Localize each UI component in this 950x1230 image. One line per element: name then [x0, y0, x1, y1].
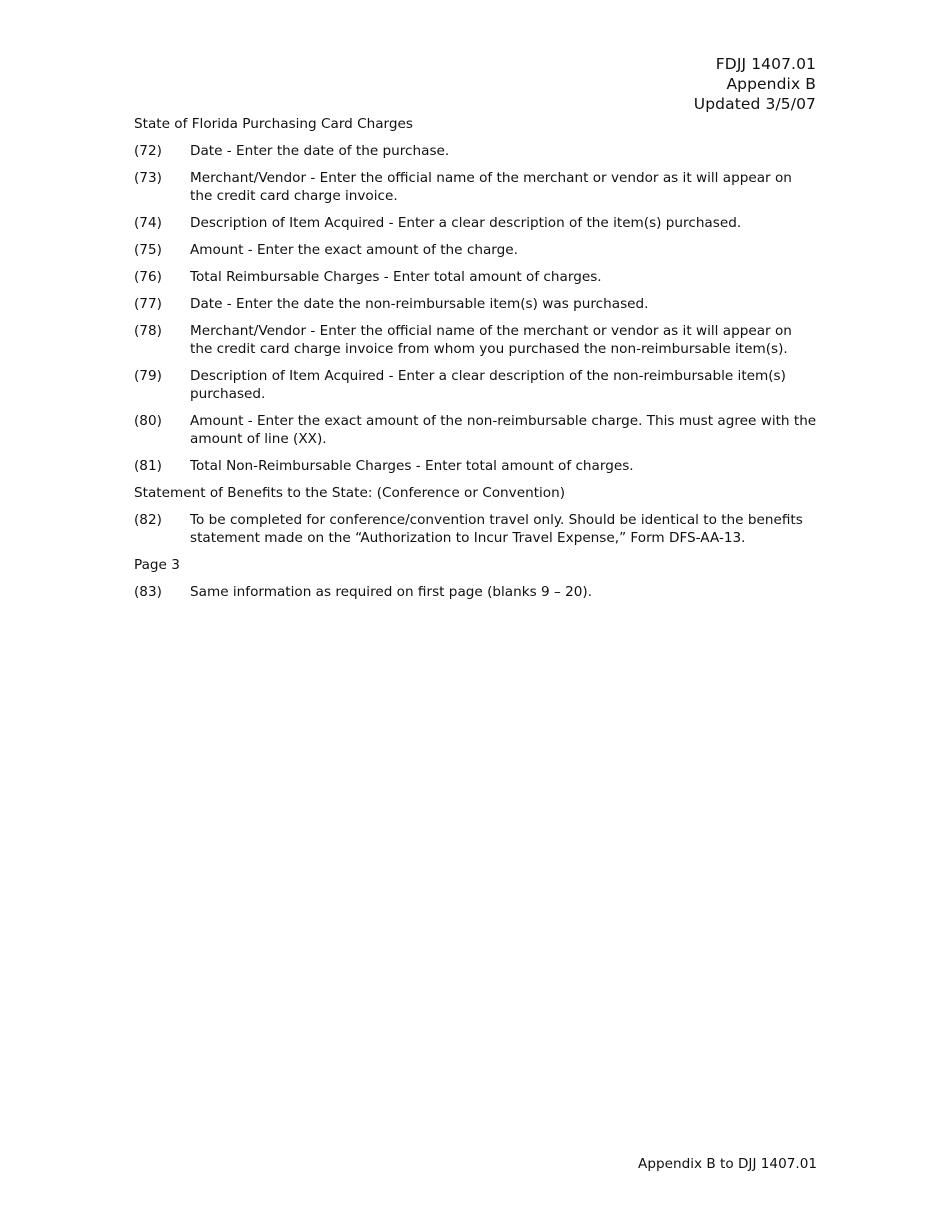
item-text: Description of Item Acquired - Enter a clear description of the non-reimbursable item(s) purchased.: [190, 368, 786, 402]
item-number: (76): [134, 269, 162, 285]
item-text: Total Non-Reimbursable Charges - Enter total amount of charges.: [190, 458, 634, 474]
item-number: (78): [134, 323, 162, 339]
item-text: Description of Item Acquired - Enter a clear description of the item(s) purchased.: [190, 215, 742, 231]
document-body: [134, 114, 818, 610]
item-text: Amount - Enter the exact amount of the non-reimbursable charge. This must agree with the amount of line (XX).: [190, 413, 817, 447]
item-number: (77): [134, 296, 162, 312]
item-number: (74): [134, 215, 162, 231]
section-heading: State of Florida Purchasing Card Charges: [134, 116, 413, 132]
item-number: (79): [134, 368, 162, 384]
list-item: [134, 214, 818, 232]
item-number: (73): [134, 170, 162, 186]
document-code: FDJJ 1407.01: [715, 55, 816, 73]
document-footer: Appendix B to DJJ 1407.01: [638, 1156, 817, 1172]
item-number: (83): [134, 584, 162, 600]
list-item: [134, 583, 818, 601]
item-number: (81): [134, 458, 162, 474]
item-text: Merchant/Vendor - Enter the official name of the merchant or vendor as it will appear on the credit card charge invoice.: [190, 170, 792, 204]
item-text: Date - Enter the date of the purchase.: [190, 143, 450, 159]
list-item: [134, 142, 818, 160]
item-text: Total Reimbursable Charges - Enter total amount of charges.: [190, 269, 602, 285]
list-item: [134, 169, 818, 205]
item-text: Same information as required on first page (blanks 9 – 20).: [190, 584, 593, 600]
list-item: [134, 295, 818, 313]
list-item: [134, 322, 818, 358]
section-heading: Statement of Benefits to the State: (Conference or Convention): [134, 485, 566, 501]
item-number: (80): [134, 413, 162, 429]
document-header: [694, 54, 816, 114]
item-number: (72): [134, 143, 162, 159]
item-text: Merchant/Vendor - Enter the official name of the merchant or vendor as it will appear on the credit card charge invoice from whom you purchased the non-reimbursable item(s).: [190, 323, 792, 357]
item-text: Amount - Enter the exact amount of the charge.: [190, 242, 518, 258]
item-number: (75): [134, 242, 162, 258]
appendix-label: Appendix B: [726, 75, 816, 93]
list-item: [134, 457, 818, 475]
section-heading: Page 3: [134, 557, 180, 573]
list-item: [134, 511, 818, 547]
list-item: [134, 412, 818, 448]
item-text: To be completed for conference/convention travel only. Should be identical to the benefits statement made on the “Authorization to Incur Travel Expense,” Form DFS-AA-13.: [190, 512, 803, 546]
updated-date: Updated 3/5/07: [693, 95, 816, 113]
item-number: (82): [134, 512, 162, 528]
list-item: [134, 241, 818, 259]
list-item: [134, 268, 818, 286]
item-text: Date - Enter the date the non-reimbursable item(s) was purchased.: [190, 296, 649, 312]
list-item: [134, 367, 818, 403]
